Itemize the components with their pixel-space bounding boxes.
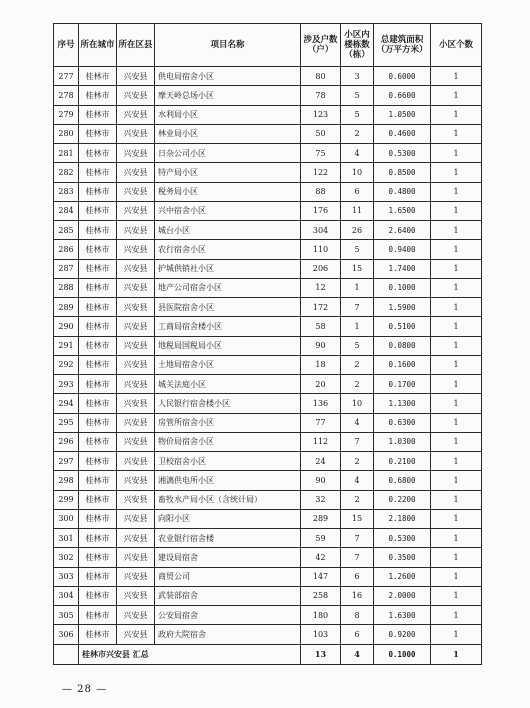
cell-project-name: 护城供销社小区 xyxy=(155,259,301,278)
cell-city: 桂林市 xyxy=(79,67,117,86)
cell-seq: 288 xyxy=(54,278,79,297)
cell-project-name: 工商局宿舍楼小区 xyxy=(155,317,301,336)
cell-project-name: 武装部宿舍 xyxy=(155,586,301,605)
cell-area: 1.6300 xyxy=(374,606,431,625)
cell-area: 1.6500 xyxy=(374,201,431,220)
cell-city: 桂林市 xyxy=(79,471,117,490)
table-row xyxy=(54,336,482,355)
cell-seq: 281 xyxy=(54,144,79,163)
cell-seq: 296 xyxy=(54,432,79,451)
cell-buildings: 5 xyxy=(341,86,374,105)
cell-area: 1.0500 xyxy=(374,105,431,124)
cell-area: 0.8500 xyxy=(374,163,431,182)
cell-area: 0.0800 xyxy=(374,336,431,355)
cell-buildings: 7 xyxy=(341,432,374,451)
cell-city: 桂林市 xyxy=(79,394,117,413)
cell-city: 桂林市 xyxy=(79,163,117,182)
cell-households: 18 xyxy=(301,355,341,374)
cell-buildings: 2 xyxy=(341,124,374,143)
cell-buildings: 8 xyxy=(341,606,374,625)
cell-area: 0.1000 xyxy=(374,278,431,297)
cell-project-name: 城关法庭小区 xyxy=(155,375,301,394)
cell-city: 桂林市 xyxy=(79,490,117,509)
cell-area: 0.1700 xyxy=(374,375,431,394)
cell-households: 24 xyxy=(301,452,341,471)
summary-count: 1 xyxy=(431,644,482,664)
cell-area: 1.7400 xyxy=(374,259,431,278)
cell-district: 兴安县 xyxy=(117,432,155,451)
cell-seq: 303 xyxy=(54,567,79,586)
cell-district: 兴安县 xyxy=(117,163,155,182)
table-row xyxy=(54,413,482,432)
cell-count: 1 xyxy=(431,413,482,432)
cell-project-name: 湘漓供电所小区 xyxy=(155,471,301,490)
table-row xyxy=(54,240,482,259)
cell-project-name: 商贸公司 xyxy=(155,567,301,586)
cell-households: 90 xyxy=(301,336,341,355)
summary-buildings: 4 xyxy=(341,644,374,664)
table-row xyxy=(54,221,482,240)
cell-city: 桂林市 xyxy=(79,201,117,220)
cell-area: 2.1800 xyxy=(374,509,431,528)
cell-seq: 286 xyxy=(54,240,79,259)
cell-households: 42 xyxy=(301,548,341,567)
cell-count: 1 xyxy=(431,259,482,278)
cell-seq: 305 xyxy=(54,606,79,625)
cell-project-name: 城台小区 xyxy=(155,221,301,240)
cell-district: 兴安县 xyxy=(117,509,155,528)
table-row xyxy=(54,182,482,201)
cell-count: 1 xyxy=(431,606,482,625)
table-body xyxy=(54,67,482,645)
cell-households: 123 xyxy=(301,105,341,124)
cell-district: 兴安县 xyxy=(117,413,155,432)
cell-count: 1 xyxy=(431,86,482,105)
cell-households: 176 xyxy=(301,201,341,220)
table-row xyxy=(54,586,482,605)
cell-households: 32 xyxy=(301,490,341,509)
cell-seq: 290 xyxy=(54,317,79,336)
cell-district: 兴安县 xyxy=(117,606,155,625)
cell-district: 兴安县 xyxy=(117,452,155,471)
cell-district: 兴安县 xyxy=(117,336,155,355)
cell-city: 桂林市 xyxy=(79,86,117,105)
cell-buildings: 7 xyxy=(341,529,374,548)
cell-buildings: 7 xyxy=(341,298,374,317)
cell-households: 59 xyxy=(301,529,341,548)
table-row xyxy=(54,509,482,528)
cell-count: 1 xyxy=(431,625,482,644)
summary-row xyxy=(54,644,482,664)
cell-seq: 287 xyxy=(54,259,79,278)
cell-households: 206 xyxy=(301,259,341,278)
cell-seq: 304 xyxy=(54,586,79,605)
cell-count: 1 xyxy=(431,452,482,471)
cell-count: 1 xyxy=(431,471,482,490)
cell-households: 90 xyxy=(301,471,341,490)
cell-households: 78 xyxy=(301,86,341,105)
table-row xyxy=(54,163,482,182)
table-row xyxy=(54,298,482,317)
summary-households: 13 xyxy=(301,644,341,664)
cell-buildings: 4 xyxy=(341,471,374,490)
cell-seq: 291 xyxy=(54,336,79,355)
cell-count: 1 xyxy=(431,298,482,317)
cell-seq: 285 xyxy=(54,221,79,240)
cell-district: 兴安县 xyxy=(117,201,155,220)
cell-district: 兴安县 xyxy=(117,471,155,490)
cell-project-name: 政府大院宿舍 xyxy=(155,625,301,644)
cell-buildings: 10 xyxy=(341,163,374,182)
table-row xyxy=(54,317,482,336)
cell-project-name: 土地局宿舍小区 xyxy=(155,355,301,374)
cell-area: 1.5900 xyxy=(374,298,431,317)
cell-project-name: 建设局宿舍 xyxy=(155,548,301,567)
cell-buildings: 4 xyxy=(341,144,374,163)
cell-buildings: 2 xyxy=(341,490,374,509)
cell-area: 0.6600 xyxy=(374,86,431,105)
cell-households: 20 xyxy=(301,375,341,394)
cell-project-name: 卫校宿舍小区 xyxy=(155,452,301,471)
cell-households: 172 xyxy=(301,298,341,317)
header-project-name: 项目名称 xyxy=(155,24,301,67)
cell-area: 0.4600 xyxy=(374,124,431,143)
cell-buildings: 2 xyxy=(341,355,374,374)
cell-area: 0.9400 xyxy=(374,240,431,259)
cell-buildings: 5 xyxy=(341,105,374,124)
cell-seq: 280 xyxy=(54,124,79,143)
cell-seq: 299 xyxy=(54,490,79,509)
header-area: 总建筑面积（万平方米） xyxy=(374,24,431,67)
cell-project-name: 摩天岭总场小区 xyxy=(155,86,301,105)
table-row xyxy=(54,86,482,105)
cell-city: 桂林市 xyxy=(79,548,117,567)
cell-buildings: 26 xyxy=(341,221,374,240)
cell-buildings: 10 xyxy=(341,394,374,413)
cell-project-name: 水利局小区 xyxy=(155,105,301,124)
cell-seq: 302 xyxy=(54,548,79,567)
cell-count: 1 xyxy=(431,394,482,413)
cell-district: 兴安县 xyxy=(117,298,155,317)
cell-seq: 301 xyxy=(54,529,79,548)
cell-city: 桂林市 xyxy=(79,567,117,586)
cell-seq: 295 xyxy=(54,413,79,432)
cell-city: 桂林市 xyxy=(79,124,117,143)
cell-project-name: 房管所宿舍小区 xyxy=(155,413,301,432)
cell-city: 桂林市 xyxy=(79,259,117,278)
header-households: 涉及户数（户） xyxy=(301,24,341,67)
cell-district: 兴安县 xyxy=(117,105,155,124)
cell-count: 1 xyxy=(431,336,482,355)
cell-city: 桂林市 xyxy=(79,336,117,355)
table-row xyxy=(54,394,482,413)
summary-area: 0.1000 xyxy=(374,644,431,664)
header-city: 所在城市 xyxy=(79,24,117,67)
cell-city: 桂林市 xyxy=(79,221,117,240)
cell-city: 桂林市 xyxy=(79,586,117,605)
cell-project-name: 日杂公司小区 xyxy=(155,144,301,163)
table-row xyxy=(54,355,482,374)
cell-buildings: 11 xyxy=(341,201,374,220)
cell-buildings: 15 xyxy=(341,259,374,278)
table-row xyxy=(54,124,482,143)
cell-seq: 300 xyxy=(54,509,79,528)
table-row xyxy=(54,625,482,644)
table-row xyxy=(54,375,482,394)
table-row xyxy=(54,606,482,625)
cell-count: 1 xyxy=(431,317,482,336)
cell-city: 桂林市 xyxy=(79,432,117,451)
cell-project-name: 物价局宿舍小区 xyxy=(155,432,301,451)
cell-district: 兴安县 xyxy=(117,259,155,278)
cell-buildings: 3 xyxy=(341,67,374,86)
cell-project-name: 人民银行宿舍楼小区 xyxy=(155,394,301,413)
cell-seq: 289 xyxy=(54,298,79,317)
cell-city: 桂林市 xyxy=(79,529,117,548)
cell-project-name: 地产公司宿舍小区 xyxy=(155,278,301,297)
cell-count: 1 xyxy=(431,105,482,124)
cell-buildings: 7 xyxy=(341,548,374,567)
cell-city: 桂林市 xyxy=(79,509,117,528)
cell-count: 1 xyxy=(431,355,482,374)
cell-city: 桂林市 xyxy=(79,413,117,432)
cell-seq: 279 xyxy=(54,105,79,124)
cell-area: 2.0000 xyxy=(374,586,431,605)
table-row xyxy=(54,529,482,548)
header-district: 所在区县 xyxy=(117,24,155,67)
cell-count: 1 xyxy=(431,432,482,451)
cell-area: 0.5300 xyxy=(374,529,431,548)
cell-district: 兴安县 xyxy=(117,144,155,163)
cell-households: 136 xyxy=(301,394,341,413)
cell-households: 258 xyxy=(301,586,341,605)
cell-buildings: 4 xyxy=(341,413,374,432)
cell-seq: 277 xyxy=(54,67,79,86)
cell-area: 0.1600 xyxy=(374,355,431,374)
cell-seq: 283 xyxy=(54,182,79,201)
table-row xyxy=(54,67,482,86)
cell-households: 50 xyxy=(301,124,341,143)
cell-district: 兴安县 xyxy=(117,355,155,374)
cell-households: 88 xyxy=(301,182,341,201)
cell-count: 1 xyxy=(431,124,482,143)
table-row xyxy=(54,432,482,451)
cell-households: 110 xyxy=(301,240,341,259)
cell-households: 289 xyxy=(301,509,341,528)
cell-area: 0.2200 xyxy=(374,490,431,509)
cell-count: 1 xyxy=(431,490,482,509)
cell-count: 1 xyxy=(431,586,482,605)
header-seq: 序号 xyxy=(54,24,79,67)
cell-seq: 284 xyxy=(54,201,79,220)
cell-buildings: 6 xyxy=(341,625,374,644)
cell-project-name: 地税局国税局小区 xyxy=(155,336,301,355)
cell-district: 兴安县 xyxy=(117,182,155,201)
cell-project-name: 畜牧水产局小区（含统计局） xyxy=(155,490,301,509)
cell-count: 1 xyxy=(431,221,482,240)
cell-count: 1 xyxy=(431,144,482,163)
cell-project-name: 公安局宿舍 xyxy=(155,606,301,625)
cell-district: 兴安县 xyxy=(117,278,155,297)
cell-count: 1 xyxy=(431,67,482,86)
cell-project-name: 农行宿舍小区 xyxy=(155,240,301,259)
cell-seq: 297 xyxy=(54,452,79,471)
cell-area: 1.2600 xyxy=(374,567,431,586)
cell-buildings: 1 xyxy=(341,317,374,336)
cell-count: 1 xyxy=(431,548,482,567)
cell-district: 兴安县 xyxy=(117,548,155,567)
cell-project-name: 农业银行宿舍楼 xyxy=(155,529,301,548)
cell-households: 180 xyxy=(301,606,341,625)
cell-city: 桂林市 xyxy=(79,606,117,625)
cell-households: 80 xyxy=(301,67,341,86)
cell-buildings: 5 xyxy=(341,336,374,355)
cell-city: 桂林市 xyxy=(79,105,117,124)
cell-area: 0.2100 xyxy=(374,452,431,471)
cell-count: 1 xyxy=(431,182,482,201)
cell-project-name: 兴中宿舍小区 xyxy=(155,201,301,220)
cell-area: 0.9200 xyxy=(374,625,431,644)
cell-count: 1 xyxy=(431,375,482,394)
cell-seq: 278 xyxy=(54,86,79,105)
cell-buildings: 2 xyxy=(341,452,374,471)
cell-seq: 306 xyxy=(54,625,79,644)
cell-households: 77 xyxy=(301,413,341,432)
table-row xyxy=(54,105,482,124)
cell-district: 兴安县 xyxy=(117,490,155,509)
cell-city: 桂林市 xyxy=(79,375,117,394)
table-row xyxy=(54,490,482,509)
cell-district: 兴安县 xyxy=(117,67,155,86)
cell-area: 2.6400 xyxy=(374,221,431,240)
cell-seq: 293 xyxy=(54,375,79,394)
cell-district: 兴安县 xyxy=(117,567,155,586)
table-row xyxy=(54,452,482,471)
cell-buildings: 6 xyxy=(341,182,374,201)
table-row xyxy=(54,548,482,567)
cell-seq: 298 xyxy=(54,471,79,490)
cell-project-name: 向阳小区 xyxy=(155,509,301,528)
cell-area: 0.4800 xyxy=(374,182,431,201)
cell-buildings: 2 xyxy=(341,375,374,394)
cell-city: 桂林市 xyxy=(79,317,117,336)
cell-area: 0.6300 xyxy=(374,413,431,432)
cell-households: 75 xyxy=(301,144,341,163)
cell-households: 12 xyxy=(301,278,341,297)
cell-count: 1 xyxy=(431,509,482,528)
cell-buildings: 5 xyxy=(341,240,374,259)
summary-label: 桂林市兴安县 汇总 xyxy=(79,644,301,664)
cell-district: 兴安县 xyxy=(117,375,155,394)
header-buildings: 小区内楼栋数（栋） xyxy=(341,24,374,67)
cell-count: 1 xyxy=(431,201,482,220)
cell-seq: 294 xyxy=(54,394,79,413)
cell-project-name: 供电局宿舍小区 xyxy=(155,67,301,86)
table-row xyxy=(54,259,482,278)
cell-count: 1 xyxy=(431,529,482,548)
cell-district: 兴安县 xyxy=(117,586,155,605)
cell-buildings: 16 xyxy=(341,586,374,605)
cell-district: 兴安县 xyxy=(117,86,155,105)
cell-city: 桂林市 xyxy=(79,452,117,471)
cell-city: 桂林市 xyxy=(79,182,117,201)
cell-count: 1 xyxy=(431,240,482,259)
cell-project-name: 林业局小区 xyxy=(155,124,301,143)
cell-households: 147 xyxy=(301,567,341,586)
cell-count: 1 xyxy=(431,163,482,182)
housing-project-table xyxy=(53,23,482,665)
cell-project-name: 税务局小区 xyxy=(155,182,301,201)
cell-area: 0.6000 xyxy=(374,67,431,86)
table-row xyxy=(54,201,482,220)
cell-seq: 282 xyxy=(54,163,79,182)
header-count: 小区个数 xyxy=(431,24,482,67)
cell-count: 1 xyxy=(431,567,482,586)
cell-households: 58 xyxy=(301,317,341,336)
cell-city: 桂林市 xyxy=(79,355,117,374)
summary-blank-cell xyxy=(54,644,79,664)
table-row xyxy=(54,471,482,490)
cell-city: 桂林市 xyxy=(79,240,117,259)
cell-project-name: 县医院宿舍小区 xyxy=(155,298,301,317)
table-header-row xyxy=(54,24,482,67)
cell-area: 0.3500 xyxy=(374,548,431,567)
cell-area: 1.0300 xyxy=(374,432,431,451)
cell-buildings: 1 xyxy=(341,278,374,297)
cell-city: 桂林市 xyxy=(79,278,117,297)
cell-area: 0.6800 xyxy=(374,471,431,490)
cell-city: 桂林市 xyxy=(79,298,117,317)
cell-district: 兴安县 xyxy=(117,221,155,240)
cell-district: 兴安县 xyxy=(117,124,155,143)
cell-count: 1 xyxy=(431,278,482,297)
cell-seq: 292 xyxy=(54,355,79,374)
cell-area: 0.5300 xyxy=(374,144,431,163)
cell-district: 兴安县 xyxy=(117,394,155,413)
cell-households: 304 xyxy=(301,221,341,240)
cell-area: 1.1300 xyxy=(374,394,431,413)
cell-project-name: 特产局小区 xyxy=(155,163,301,182)
table-row xyxy=(54,278,482,297)
cell-district: 兴安县 xyxy=(117,317,155,336)
cell-buildings: 15 xyxy=(341,509,374,528)
cell-households: 112 xyxy=(301,432,341,451)
cell-households: 103 xyxy=(301,625,341,644)
cell-city: 桂林市 xyxy=(79,144,117,163)
table-row xyxy=(54,144,482,163)
cell-households: 122 xyxy=(301,163,341,182)
cell-buildings: 6 xyxy=(341,567,374,586)
cell-area: 0.5100 xyxy=(374,317,431,336)
cell-city: 桂林市 xyxy=(79,625,117,644)
table-row xyxy=(54,567,482,586)
cell-district: 兴安县 xyxy=(117,240,155,259)
cell-district: 兴安县 xyxy=(117,529,155,548)
page-number: — 28 — xyxy=(62,684,108,695)
cell-district: 兴安县 xyxy=(117,625,155,644)
